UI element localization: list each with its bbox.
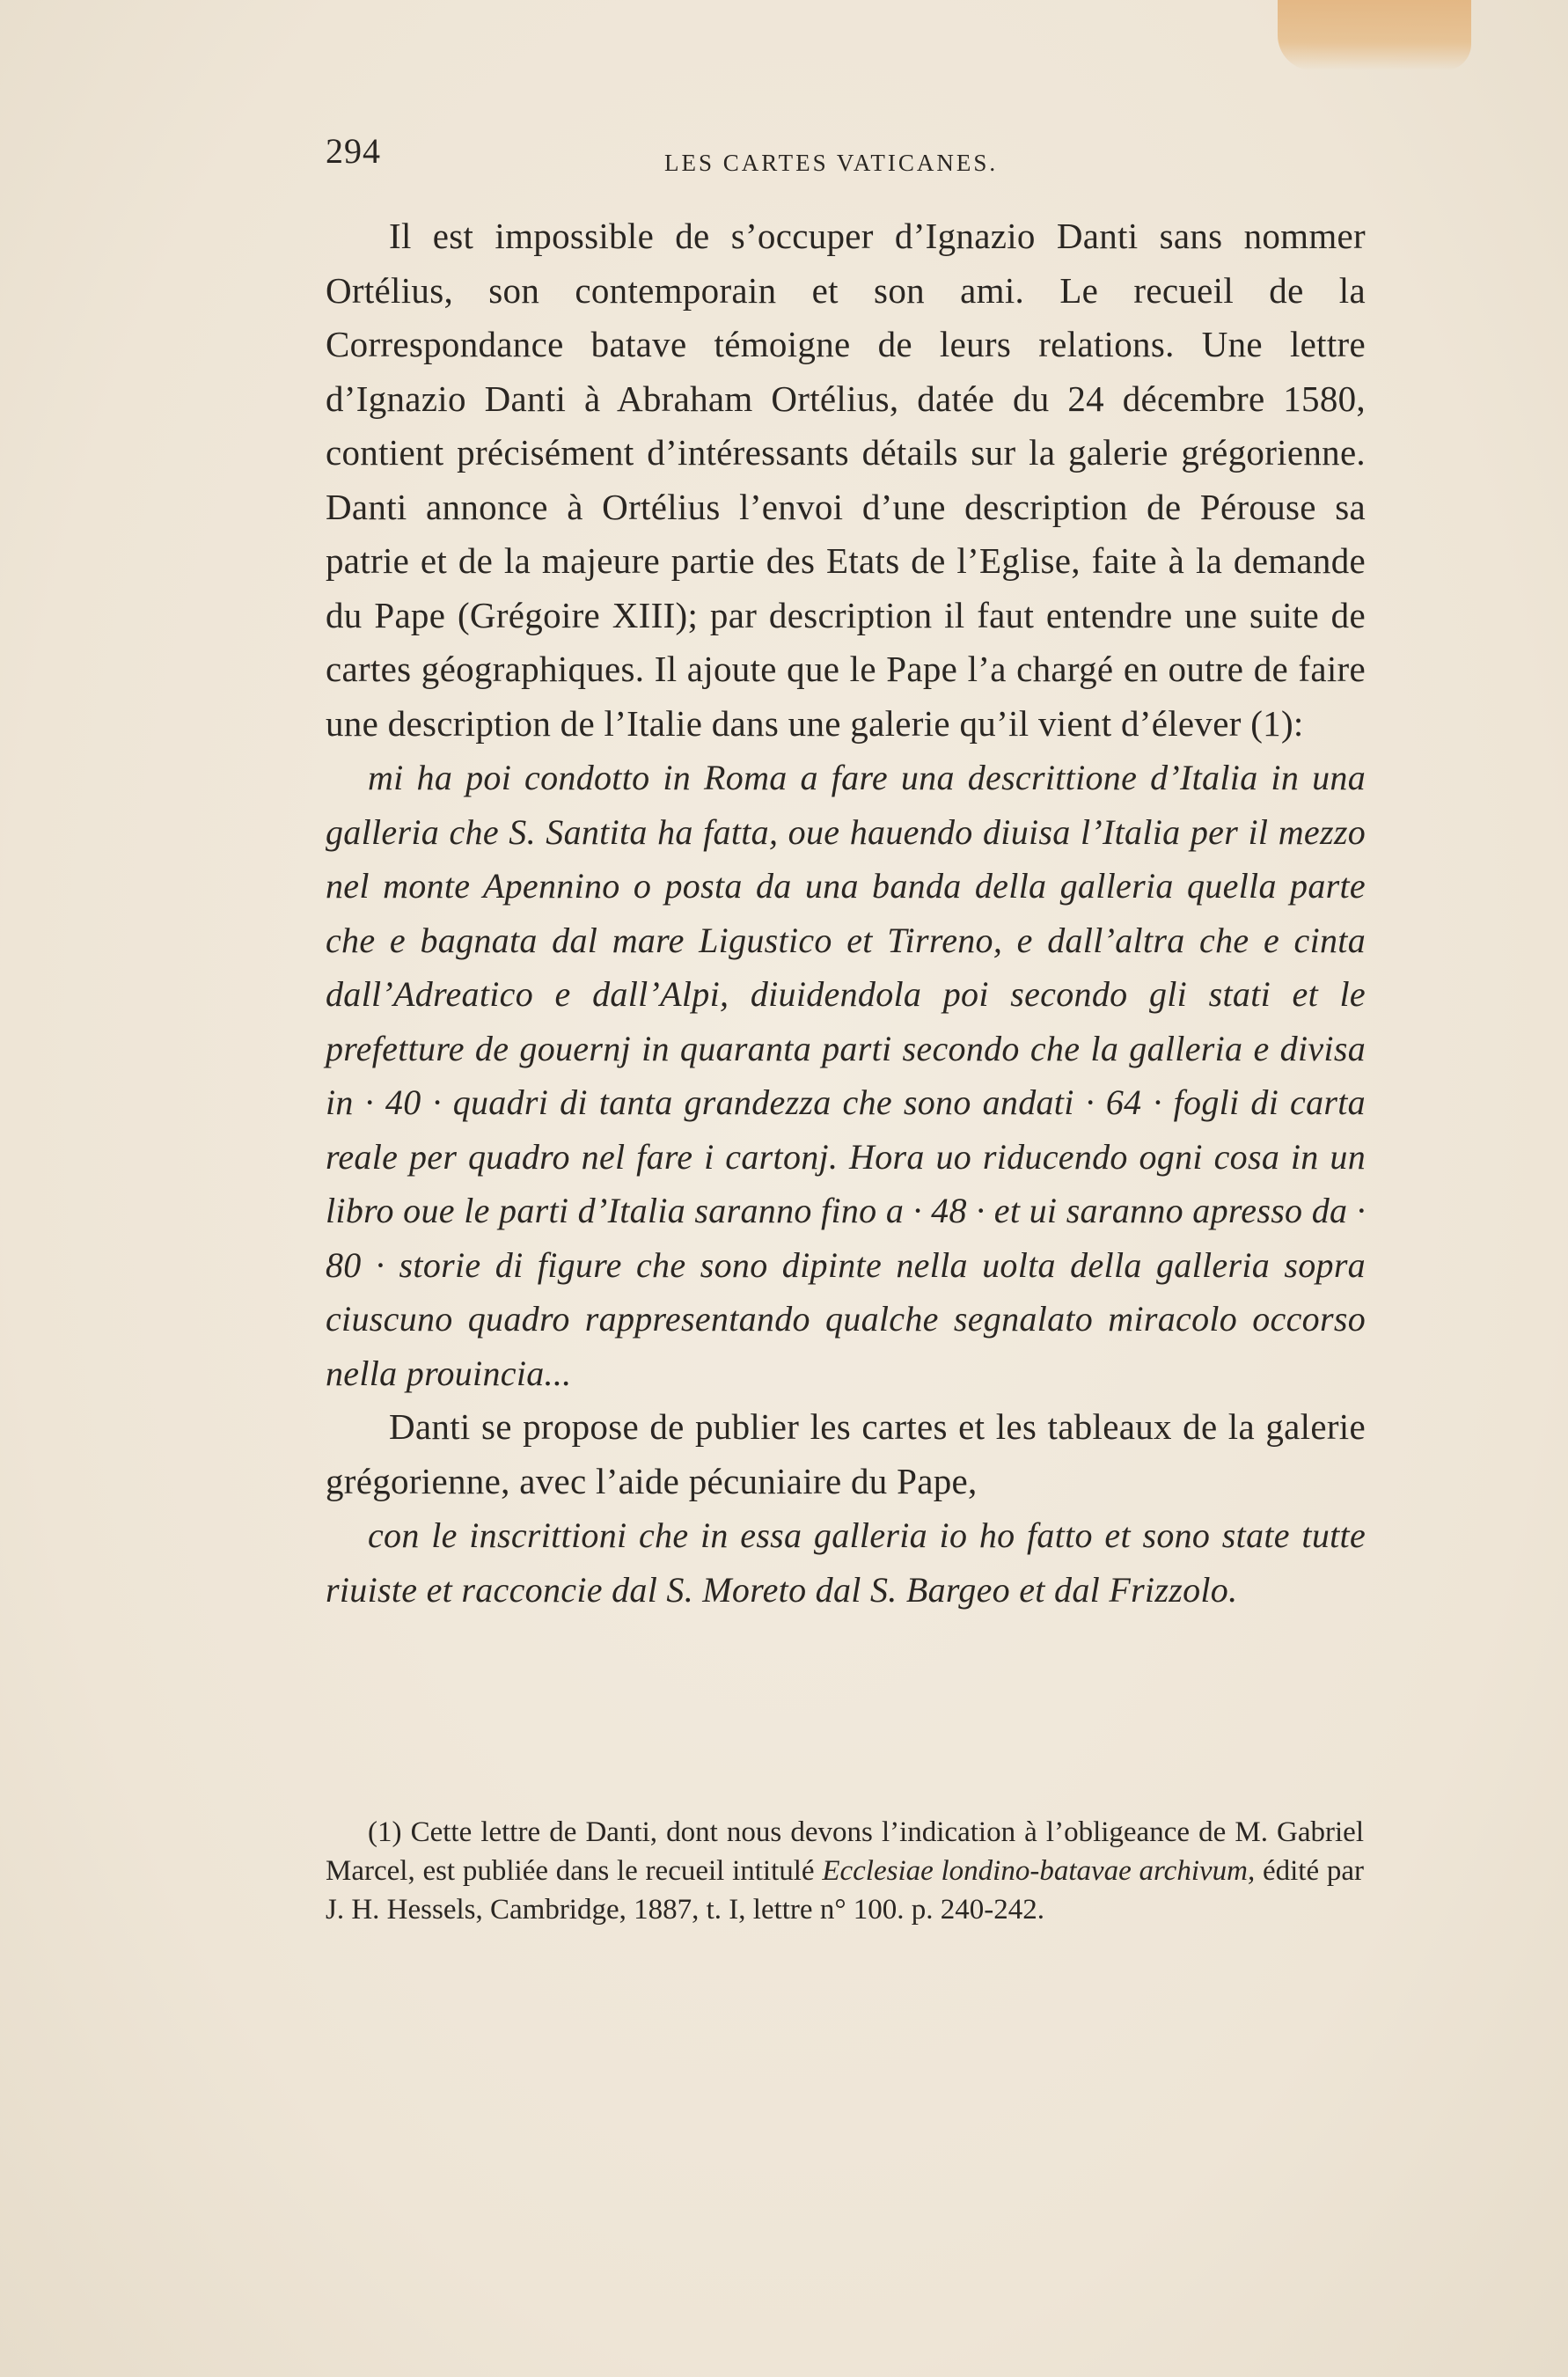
footnote <box>326 1813 1364 1929</box>
paragraph: Danti se propose de publier les cartes et les tableaux de la galerie grégorienne, avec l’aide pécuniaire du Pape, <box>326 1406 1366 1501</box>
page-header <box>326 130 1355 174</box>
paper-stain <box>1278 0 1471 70</box>
main-text <box>326 209 1366 1617</box>
italian-quotation: con le inscrittioni che in essa galleria io ho fatto et sono state tutte riuiste et racconcie dal S. Moreto dal S. Bargeo et dal Frizzolo. <box>326 1515 1366 1610</box>
page-number: 294 <box>326 131 381 171</box>
running-title: LES CARTES VATICANES. <box>664 150 999 176</box>
italian-quotation: mi ha poi condotto in Roma a fare una descrittione d’Italia in una galleria che S. Santita ha fatta, oue hauendo diuisa l’Italia per il mezzo nel monte Apennino o posta da una banda della galleria quella parte che e bagnata dal mare Ligustico et Tirreno, e dall’altra che e cinta dall’Adreatico e dall’Alpi, diuidendola poi secondo gli stati et le prefetture de gouernj in quaranta parti secondo che la galleria e divisa in · 40 · quadri di tanta grandezza che sono andati · 64 · fogli di carta reale per quadro nel fare i cartonj. Hora uo riducendo ogni cosa in un libro oue le parti d’Italia saranno fino a · 48 · et ui saranno apresso da · 80 · storie di figure che sono dipinte nella uolta della galleria sopra ciuscuno quadro rappresentando qualche segnalato miracolo occorso nella prouincia... <box>326 758 1366 1393</box>
footnote-book-title: Ecclesiae londino-batavae archivum, <box>822 1855 1256 1887</box>
footnote-text: (1) Cette lettre de Danti, dont nous devons l’indication à l’obligeance de M. Gabriel Marcel, est publiée dans le recueil intitulé <box>326 1816 1364 1887</box>
footnote-text: édité par J. H. Hessels, Cambridge, 1887, t. I, lettre n° 100. p. 240-242. <box>326 1855 1364 1926</box>
paragraph: Il est impossible de s’occuper d’Ignazio Danti sans nommer Ortélius, son contemporain et son ami. Le recueil de la Correspondance batave témoigne de leurs relations. Une lettre d’Ignazio Danti à Abraham Ortélius, datée du 24 décembre 1580, contient précisément d’intéressants détails sur la galerie grégorienne. Danti annonce à Ortélius l’envoi d’une description de Pérouse sa patrie et de la majeure partie des Etats de l’Eglise, faite à la demande du Pape (Grégoire XIII); par description il faut entendre une suite de cartes géographiques. Il ajoute que le Pape l’a chargé en outre de faire une description de l’Italie dans une galerie qu’il vient d’élever (1): <box>326 216 1366 744</box>
